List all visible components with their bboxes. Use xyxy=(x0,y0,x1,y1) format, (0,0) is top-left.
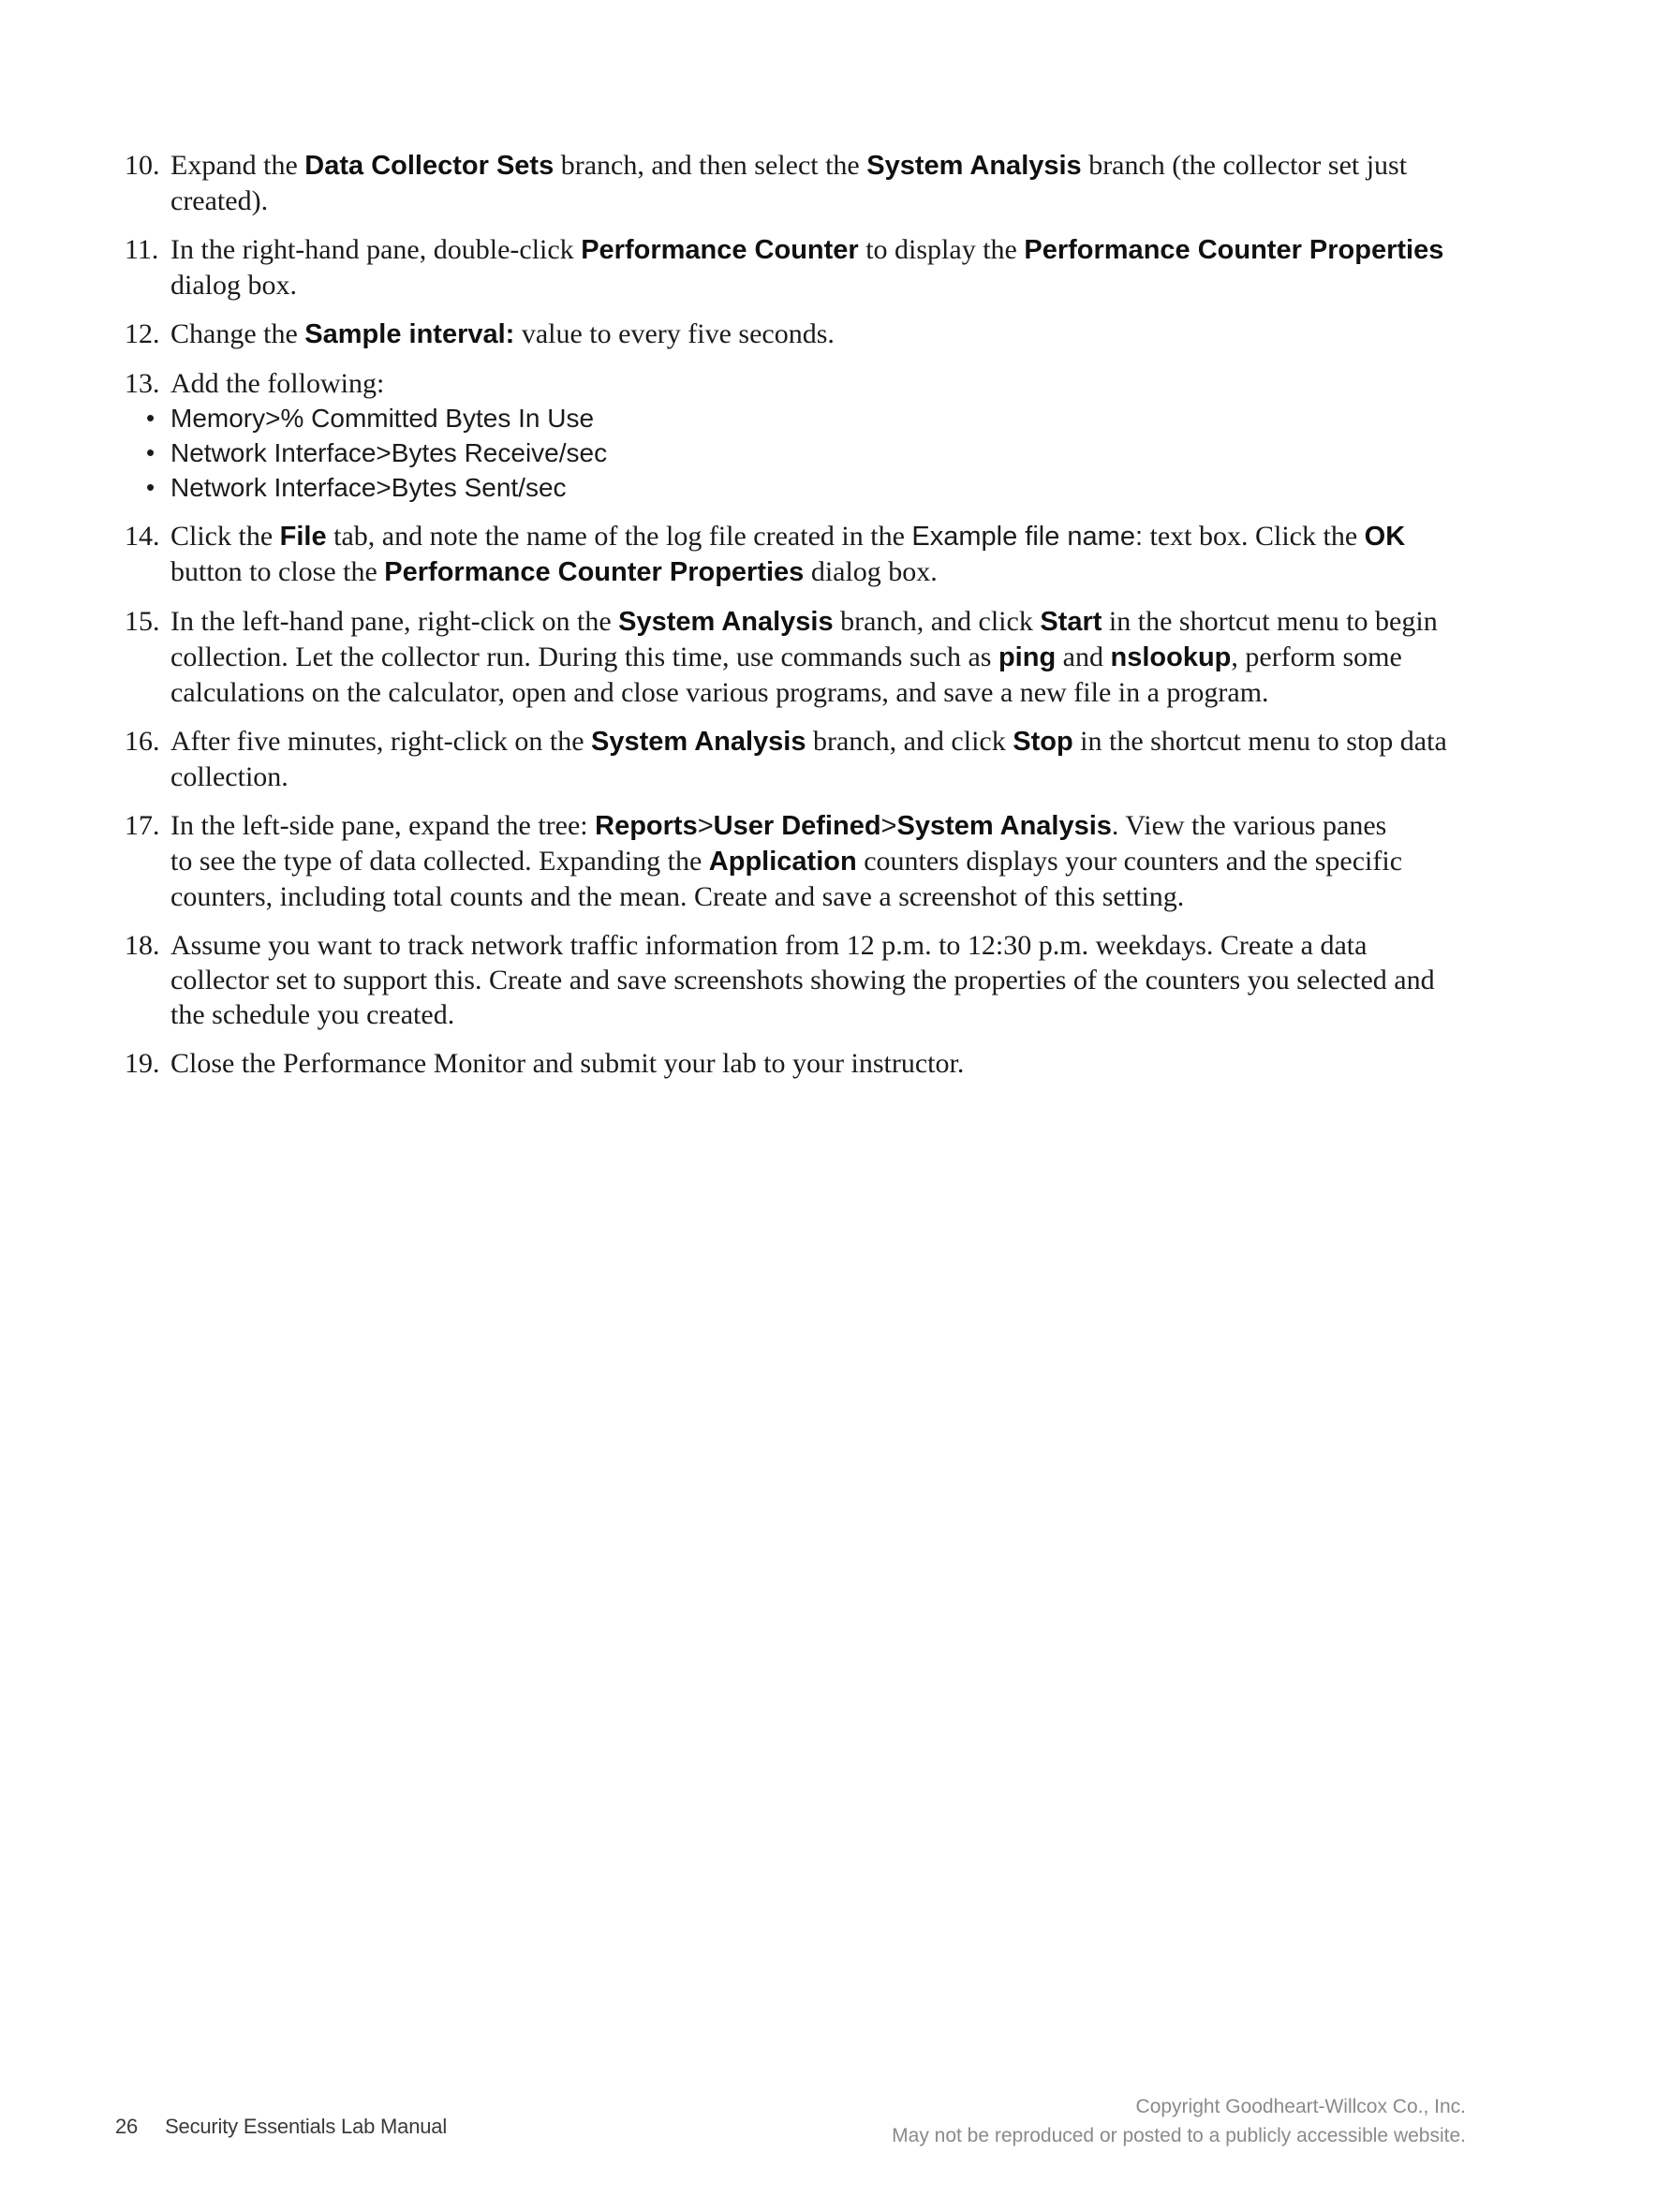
step-text: counters, including total counts and the mean. Create and save a screenshot of this setting. xyxy=(170,881,1185,912)
ui-term: File xyxy=(279,522,327,552)
ui-term: System Analysis xyxy=(591,727,806,757)
ui-term: System Analysis xyxy=(866,151,1082,181)
copyright-notice: May not be reproduced or posted to a publicly accessible website. xyxy=(892,2125,1466,2146)
instruction-step xyxy=(125,317,1464,352)
instruction-step xyxy=(125,519,1464,590)
step-text: branch (the collector set just xyxy=(1081,150,1408,181)
step-line xyxy=(170,808,1464,844)
instruction-step xyxy=(125,604,1464,710)
step-body xyxy=(170,1046,1464,1081)
bullet-icon: • xyxy=(146,404,155,432)
step-line xyxy=(170,604,1464,640)
ui-term: ping xyxy=(998,642,1057,672)
step-line xyxy=(170,1046,1464,1081)
step-text: In the left-side pane, expand the tree: xyxy=(170,810,596,841)
copyright-line: Copyright Goodheart-Willcox Co., Inc. xyxy=(1135,2096,1466,2117)
ui-term: System Analysis xyxy=(618,607,834,637)
ui-label: Example file name: xyxy=(911,522,1144,552)
instruction-step xyxy=(125,148,1464,218)
step-line xyxy=(170,232,1464,268)
instruction-step xyxy=(125,724,1464,794)
step-text: branch, and click xyxy=(806,726,1013,757)
step-body xyxy=(170,519,1464,590)
footer-right xyxy=(892,2092,1466,2150)
step-body xyxy=(170,604,1464,710)
step-text: After five minutes, right-click on the xyxy=(170,726,592,757)
step-text: and xyxy=(1056,641,1111,672)
step-line xyxy=(170,640,1464,675)
bullet-item xyxy=(146,470,1464,505)
step-line xyxy=(170,519,1464,554)
ui-term: System Analysis xyxy=(896,811,1112,841)
step-line xyxy=(170,928,1464,963)
step-number: 18. xyxy=(125,930,160,961)
step-text: In the left-hand pane, right-click on the xyxy=(170,606,619,637)
step-text: the schedule you created. xyxy=(170,999,455,1030)
step-text: , perform some xyxy=(1231,641,1402,672)
bullet-icon: • xyxy=(146,438,155,466)
step-text: tab, and note the name of the log file created in the xyxy=(326,521,912,552)
bullet-icon: • xyxy=(146,473,155,501)
step-text: text box. Click the xyxy=(1143,521,1365,552)
step-line xyxy=(170,997,1464,1032)
bullet-item xyxy=(146,401,1464,435)
step-text: collection. Let the collector run. During this time, use commands such as xyxy=(170,641,998,672)
step-text: to display the xyxy=(858,234,1025,265)
bullet-text: Memory>% Committed Bytes In Use xyxy=(170,404,595,433)
step-line xyxy=(170,148,1464,184)
step-text: Assume you want to track network traffic information from 12 p.m. to 12:30 p.m. weekdays. Create a data xyxy=(170,930,1368,961)
step-text: calculations on the calculator, open and close various programs, and save a new file in a program. xyxy=(170,677,1269,708)
ui-term: Sample interval: xyxy=(304,319,515,349)
step-text: to see the type of data collected. Expanding the xyxy=(170,846,709,877)
step-number: 12. xyxy=(125,318,160,349)
step-text: dialog box. xyxy=(170,270,297,301)
instruction-step xyxy=(125,232,1464,302)
instruction-step xyxy=(125,366,1464,505)
bullet-text: Network Interface>Bytes Receive/sec xyxy=(170,438,608,467)
instruction-step xyxy=(125,808,1464,914)
step-body xyxy=(146,366,1464,505)
step-number: 19. xyxy=(125,1048,160,1079)
ui-term: Start xyxy=(1040,607,1102,637)
ui-term: Performance Counter Properties xyxy=(384,557,805,587)
ui-term: Data Collector Sets xyxy=(304,151,555,181)
step-body xyxy=(170,317,1464,352)
step-body xyxy=(170,148,1464,218)
step-line xyxy=(170,184,1464,218)
step-number: 11. xyxy=(125,234,159,265)
step-text: Expand the xyxy=(170,150,305,181)
step-text: created). xyxy=(170,185,269,216)
step-number: 13. xyxy=(125,368,160,399)
step-body xyxy=(170,232,1464,302)
manual-title: Security Essentials Lab Manual xyxy=(165,2115,448,2138)
step-line xyxy=(170,366,1464,401)
instruction-step xyxy=(125,928,1464,1032)
step-text: Add the following: xyxy=(170,368,385,399)
ui-label: > xyxy=(697,811,714,841)
step-text: collector set to support this. Create and save screenshots showing the properties of the counters you selected and xyxy=(170,965,1435,995)
step-number: 15. xyxy=(125,606,160,637)
step-text: Click the xyxy=(170,521,280,552)
step-text: in the shortcut menu to begin xyxy=(1102,606,1438,637)
ui-term: Stop xyxy=(1013,727,1073,757)
instruction-step xyxy=(125,1046,1464,1081)
step-body xyxy=(170,808,1464,914)
step-number: 14. xyxy=(125,521,160,552)
step-text: counters displays your counters and the specific xyxy=(856,846,1403,877)
step-text: collection. xyxy=(170,761,288,792)
ui-term: Reports xyxy=(595,811,698,841)
ui-label: > xyxy=(880,811,897,841)
footer-left xyxy=(115,2115,447,2139)
ui-term: nslookup xyxy=(1110,642,1232,672)
step-line xyxy=(170,844,1464,879)
step-text: . View the various panes xyxy=(1111,810,1387,841)
step-text: dialog box. xyxy=(804,556,938,587)
ui-term: Performance Counter Properties xyxy=(1024,235,1444,265)
page-number: 26 xyxy=(115,2115,139,2138)
step-line xyxy=(170,317,1464,352)
bullet-text: Network Interface>Bytes Sent/sec xyxy=(170,473,567,502)
step-text: in the shortcut menu to stop data xyxy=(1072,726,1447,757)
step-text: Close the Performance Monitor and submit your lab to your instructor. xyxy=(170,1048,965,1079)
step-line xyxy=(170,554,1464,590)
step-text: button to close the xyxy=(170,556,385,587)
step-line xyxy=(170,268,1464,302)
step-text: branch, and click xyxy=(833,606,1041,637)
step-body xyxy=(170,928,1464,1032)
step-line xyxy=(170,724,1464,759)
bullet-item xyxy=(146,435,1464,470)
step-text: Change the xyxy=(170,318,305,349)
step-line xyxy=(170,879,1464,914)
step-text: In the right-hand pane, double-click xyxy=(170,234,582,265)
step-text: value to every five seconds. xyxy=(514,318,835,349)
step-line xyxy=(170,675,1464,710)
ui-term: Performance Counter xyxy=(581,235,859,265)
instruction-list xyxy=(125,148,1464,1095)
step-number: 17. xyxy=(125,810,160,841)
ui-term: User Defined xyxy=(713,811,881,841)
step-text: branch, and then select the xyxy=(554,150,867,181)
step-number: 10. xyxy=(125,150,160,181)
step-body xyxy=(170,724,1464,794)
step-line xyxy=(170,963,1464,997)
ui-term: OK xyxy=(1364,522,1406,552)
step-number: 16. xyxy=(125,726,160,757)
step-line xyxy=(170,759,1464,794)
ui-term: Application xyxy=(708,847,857,877)
